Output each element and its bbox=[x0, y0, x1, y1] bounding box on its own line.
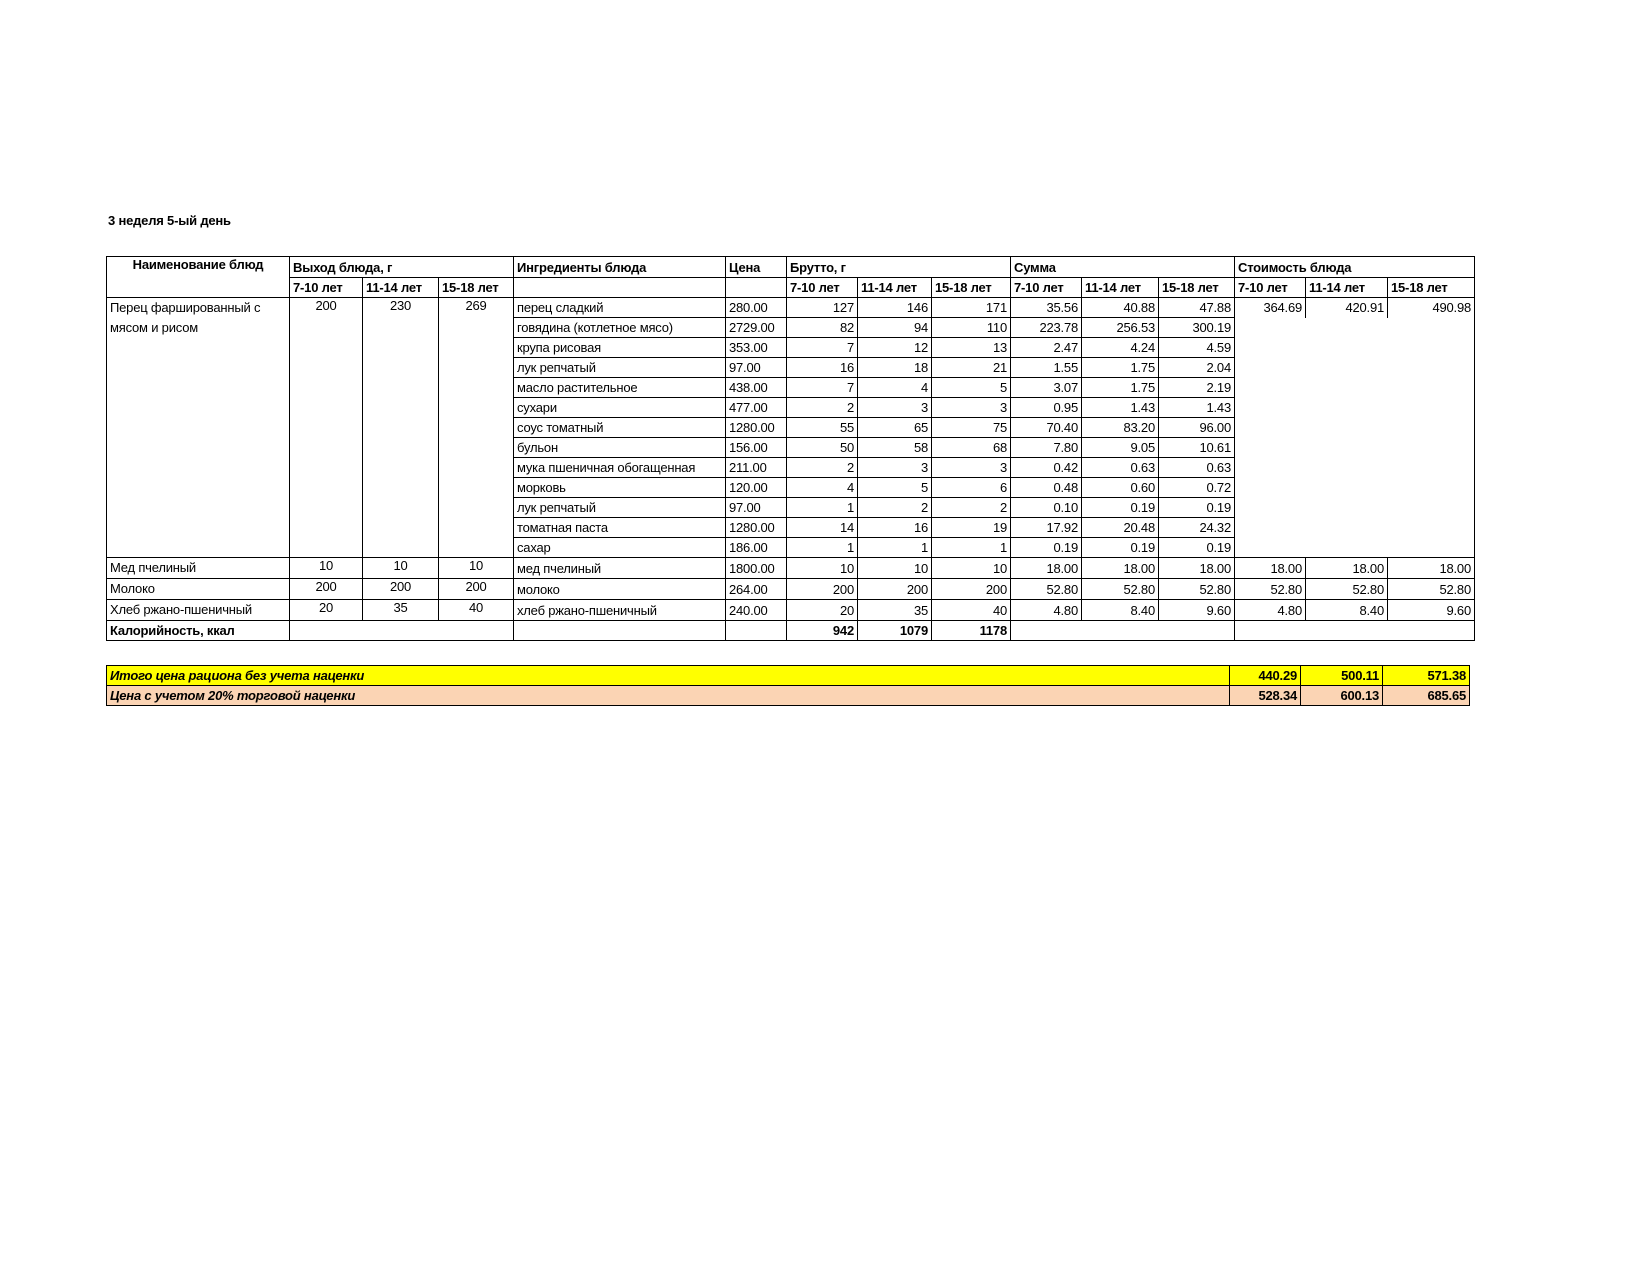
brutto-value: 21 bbox=[932, 358, 1011, 378]
sum-value: 0.19 bbox=[1011, 538, 1082, 558]
dish-cost: 18.00 bbox=[1388, 558, 1475, 579]
brutto-value: 2 bbox=[787, 398, 858, 418]
table-row bbox=[107, 558, 1475, 579]
sum-value: 0.60 bbox=[1082, 478, 1159, 498]
sum-value: 2.04 bbox=[1159, 358, 1235, 378]
dish-yield: 10 bbox=[363, 558, 439, 579]
total-value: 500.11 bbox=[1301, 666, 1383, 686]
sum-value: 3.07 bbox=[1011, 378, 1082, 398]
sum-value: 35.56 bbox=[1011, 298, 1082, 318]
ingredient-price: 438.00 bbox=[726, 378, 787, 398]
total-value: 685.65 bbox=[1383, 686, 1470, 706]
sum-value: 18.00 bbox=[1159, 558, 1235, 579]
header-age: 11-14 лет bbox=[363, 278, 439, 298]
dish-yield: 10 bbox=[290, 558, 363, 579]
ingredient-price: 240.00 bbox=[726, 600, 787, 621]
brutto-value: 6 bbox=[932, 478, 1011, 498]
ingredient-price: 280.00 bbox=[726, 298, 787, 318]
sum-value: 0.42 bbox=[1011, 458, 1082, 478]
sum-value: 24.32 bbox=[1159, 518, 1235, 538]
sum-value: 18.00 bbox=[1082, 558, 1159, 579]
brutto-value: 1 bbox=[858, 538, 932, 558]
sum-value: 10.61 bbox=[1159, 438, 1235, 458]
dish-name: Молоко bbox=[107, 579, 290, 600]
sum-value: 8.40 bbox=[1082, 600, 1159, 621]
header-sum: Сумма bbox=[1011, 257, 1235, 278]
brutto-value: 1 bbox=[932, 538, 1011, 558]
brutto-value: 58 bbox=[858, 438, 932, 458]
sum-value: 0.63 bbox=[1082, 458, 1159, 478]
ingredient-name: лук репчатый bbox=[514, 358, 726, 378]
brutto-value: 5 bbox=[858, 478, 932, 498]
ingredient-name: молоко bbox=[514, 579, 726, 600]
sum-value: 1.43 bbox=[1159, 398, 1235, 418]
ingredient-price: 353.00 bbox=[726, 338, 787, 358]
brutto-value: 65 bbox=[858, 418, 932, 438]
header-age-row bbox=[107, 278, 1475, 298]
ingredient-name: крупа рисовая bbox=[514, 338, 726, 358]
blank-cell bbox=[290, 621, 514, 641]
sum-value: 0.19 bbox=[1159, 498, 1235, 518]
dish-yield: 200 bbox=[439, 579, 514, 600]
dish-yield: 10 bbox=[439, 558, 514, 579]
brutto-value: 10 bbox=[932, 558, 1011, 579]
ingredient-name: хлеб ржано-пшеничный bbox=[514, 600, 726, 621]
brutto-value: 40 bbox=[932, 600, 1011, 621]
sum-value: 52.80 bbox=[1082, 579, 1159, 600]
brutto-value: 18 bbox=[858, 358, 932, 378]
sum-value: 52.80 bbox=[1011, 579, 1082, 600]
total-label: Итого цена рациона без учета наценки bbox=[107, 666, 1230, 686]
sum-value: 1.75 bbox=[1082, 378, 1159, 398]
brutto-value: 3 bbox=[932, 398, 1011, 418]
ingredient-price: 1280.00 bbox=[726, 418, 787, 438]
ingredient-price: 211.00 bbox=[726, 458, 787, 478]
menu-table bbox=[106, 256, 1475, 641]
header-age: 15-18 лет bbox=[1388, 278, 1475, 298]
header-blank bbox=[726, 278, 787, 298]
brutto-value: 19 bbox=[932, 518, 1011, 538]
sum-value: 96.00 bbox=[1159, 418, 1235, 438]
ingredient-price: 1280.00 bbox=[726, 518, 787, 538]
total-value: 571.38 bbox=[1383, 666, 1470, 686]
sum-value: 1.75 bbox=[1082, 358, 1159, 378]
header-brutto: Брутто, г bbox=[787, 257, 1011, 278]
sum-value: 83.20 bbox=[1082, 418, 1159, 438]
brutto-value: 10 bbox=[787, 558, 858, 579]
brutto-value: 55 bbox=[787, 418, 858, 438]
blank-cell bbox=[514, 621, 726, 641]
sum-value: 9.05 bbox=[1082, 438, 1159, 458]
brutto-value: 127 bbox=[787, 298, 858, 318]
brutto-value: 10 bbox=[858, 558, 932, 579]
brutto-value: 94 bbox=[858, 318, 932, 338]
sum-value: 0.19 bbox=[1082, 498, 1159, 518]
brutto-value: 16 bbox=[787, 358, 858, 378]
sum-value: 0.48 bbox=[1011, 478, 1082, 498]
calories-value: 942 bbox=[787, 621, 858, 641]
sum-value: 0.72 bbox=[1159, 478, 1235, 498]
dish-cost: 18.00 bbox=[1306, 558, 1388, 579]
sum-value: 0.63 bbox=[1159, 458, 1235, 478]
brutto-value: 1 bbox=[787, 498, 858, 518]
ingredient-name: лук репчатый bbox=[514, 498, 726, 518]
header-blank bbox=[514, 278, 726, 298]
calories-value: 1178 bbox=[932, 621, 1011, 641]
ingredient-price: 97.00 bbox=[726, 358, 787, 378]
dish-name: Перец фаршированный с мясом и рисом bbox=[107, 298, 290, 558]
brutto-value: 1 bbox=[787, 538, 858, 558]
ingredient-name: перец сладкий bbox=[514, 298, 726, 318]
dish-name: Хлеб ржано-пшеничный bbox=[107, 600, 290, 621]
dish-cost: 9.60 bbox=[1388, 600, 1475, 621]
brutto-value: 3 bbox=[858, 458, 932, 478]
cost-blank bbox=[1235, 318, 1475, 558]
sum-value: 0.95 bbox=[1011, 398, 1082, 418]
ingredient-price: 264.00 bbox=[726, 579, 787, 600]
header-cost: Стоимость блюда bbox=[1235, 257, 1475, 278]
dish-cost: 8.40 bbox=[1306, 600, 1388, 621]
total-row bbox=[107, 666, 1470, 686]
brutto-value: 200 bbox=[858, 579, 932, 600]
ingredient-name: морковь bbox=[514, 478, 726, 498]
dish-yield: 35 bbox=[363, 600, 439, 621]
sum-value: 223.78 bbox=[1011, 318, 1082, 338]
dish-cost: 4.80 bbox=[1235, 600, 1306, 621]
sum-value: 0.19 bbox=[1082, 538, 1159, 558]
totals-table bbox=[106, 665, 1470, 706]
ingredient-name: бульон bbox=[514, 438, 726, 458]
total-value: 600.13 bbox=[1301, 686, 1383, 706]
brutto-value: 2 bbox=[858, 498, 932, 518]
sum-value: 1.43 bbox=[1082, 398, 1159, 418]
ingredient-name: сухари bbox=[514, 398, 726, 418]
ingredient-price: 120.00 bbox=[726, 478, 787, 498]
brutto-value: 50 bbox=[787, 438, 858, 458]
blank-cell bbox=[1011, 621, 1235, 641]
calories-value: 1079 bbox=[858, 621, 932, 641]
dish-yield: 40 bbox=[439, 600, 514, 621]
brutto-value: 200 bbox=[787, 579, 858, 600]
header-dish: Наименование блюд bbox=[107, 257, 290, 298]
dish-cost: 52.80 bbox=[1306, 579, 1388, 600]
table-row bbox=[107, 579, 1475, 600]
calories-label: Калорийность, ккал bbox=[107, 621, 290, 641]
brutto-value: 35 bbox=[858, 600, 932, 621]
brutto-value: 75 bbox=[932, 418, 1011, 438]
ingredient-price: 156.00 bbox=[726, 438, 787, 458]
sum-value: 1.55 bbox=[1011, 358, 1082, 378]
dish-yield: 200 bbox=[290, 579, 363, 600]
dish-cost: 490.98 bbox=[1388, 298, 1475, 318]
ingredient-name: мука пшеничная обогащенная bbox=[514, 458, 726, 478]
header-age: 15-18 лет bbox=[439, 278, 514, 298]
sum-value: 7.80 bbox=[1011, 438, 1082, 458]
brutto-value: 12 bbox=[858, 338, 932, 358]
sum-value: 2.47 bbox=[1011, 338, 1082, 358]
brutto-value: 4 bbox=[858, 378, 932, 398]
brutto-value: 13 bbox=[932, 338, 1011, 358]
ingredient-price: 477.00 bbox=[726, 398, 787, 418]
brutto-value: 16 bbox=[858, 518, 932, 538]
ingredient-price: 186.00 bbox=[726, 538, 787, 558]
blank-cell bbox=[1235, 621, 1475, 641]
sum-value: 256.53 bbox=[1082, 318, 1159, 338]
table-row bbox=[107, 298, 1475, 318]
page-title: 3 неделя 5-ый день bbox=[108, 213, 231, 228]
dish-name: Мед пчелиный bbox=[107, 558, 290, 579]
ingredient-price: 97.00 bbox=[726, 498, 787, 518]
header-price: Цена bbox=[726, 257, 787, 278]
ingredient-name: говядина (котлетное мясо) bbox=[514, 318, 726, 338]
sum-value: 70.40 bbox=[1011, 418, 1082, 438]
header-ingredients: Ингредиенты блюда bbox=[514, 257, 726, 278]
sum-value: 2.19 bbox=[1159, 378, 1235, 398]
header-yield: Выход блюда, г bbox=[290, 257, 514, 278]
sum-value: 18.00 bbox=[1011, 558, 1082, 579]
brutto-value: 20 bbox=[787, 600, 858, 621]
sum-value: 17.92 bbox=[1011, 518, 1082, 538]
sum-value: 4.59 bbox=[1159, 338, 1235, 358]
header-age: 15-18 лет bbox=[1159, 278, 1235, 298]
ingredient-name: мед пчелиный bbox=[514, 558, 726, 579]
total-value: 528.34 bbox=[1230, 686, 1301, 706]
sum-value: 0.19 bbox=[1159, 538, 1235, 558]
brutto-value: 2 bbox=[932, 498, 1011, 518]
sum-value: 300.19 bbox=[1159, 318, 1235, 338]
header-age: 7-10 лет bbox=[1235, 278, 1306, 298]
sum-value: 52.80 bbox=[1159, 579, 1235, 600]
ingredient-name: томатная паста bbox=[514, 518, 726, 538]
dish-cost: 364.69 bbox=[1235, 298, 1306, 318]
sum-value: 20.48 bbox=[1082, 518, 1159, 538]
sum-value: 4.80 bbox=[1011, 600, 1082, 621]
dish-cost: 18.00 bbox=[1235, 558, 1306, 579]
brutto-value: 7 bbox=[787, 338, 858, 358]
total-value: 440.29 bbox=[1230, 666, 1301, 686]
ingredient-name: соус томатный bbox=[514, 418, 726, 438]
blank-cell bbox=[726, 621, 787, 641]
sum-value: 40.88 bbox=[1082, 298, 1159, 318]
brutto-value: 3 bbox=[932, 458, 1011, 478]
dish-cost: 52.80 bbox=[1388, 579, 1475, 600]
brutto-value: 146 bbox=[858, 298, 932, 318]
brutto-value: 7 bbox=[787, 378, 858, 398]
total-markup-row bbox=[107, 686, 1470, 706]
header-age: 7-10 лет bbox=[1011, 278, 1082, 298]
ingredient-name: сахар bbox=[514, 538, 726, 558]
brutto-value: 5 bbox=[932, 378, 1011, 398]
table-row bbox=[107, 600, 1475, 621]
dish-yield: 269 bbox=[439, 298, 514, 558]
brutto-value: 2 bbox=[787, 458, 858, 478]
dish-cost: 420.91 bbox=[1306, 298, 1388, 318]
ingredient-price: 1800.00 bbox=[726, 558, 787, 579]
sum-value: 47.88 bbox=[1159, 298, 1235, 318]
brutto-value: 110 bbox=[932, 318, 1011, 338]
dish-yield: 200 bbox=[290, 298, 363, 558]
calories-row bbox=[107, 621, 1475, 641]
total-label: Цена с учетом 20% торговой наценки bbox=[107, 686, 1230, 706]
dish-yield: 200 bbox=[363, 579, 439, 600]
sum-value: 4.24 bbox=[1082, 338, 1159, 358]
dish-yield: 230 bbox=[363, 298, 439, 558]
sum-value: 0.10 bbox=[1011, 498, 1082, 518]
header-age: 11-14 лет bbox=[1082, 278, 1159, 298]
ingredient-price: 2729.00 bbox=[726, 318, 787, 338]
dish-cost: 52.80 bbox=[1235, 579, 1306, 600]
header-age: 11-14 лет bbox=[1306, 278, 1388, 298]
brutto-value: 14 bbox=[787, 518, 858, 538]
header-age: 7-10 лет bbox=[787, 278, 858, 298]
brutto-value: 200 bbox=[932, 579, 1011, 600]
header-age: 7-10 лет bbox=[290, 278, 363, 298]
brutto-value: 4 bbox=[787, 478, 858, 498]
dish-yield: 20 bbox=[290, 600, 363, 621]
header-age: 15-18 лет bbox=[932, 278, 1011, 298]
header-row bbox=[107, 257, 1475, 278]
ingredient-name: масло растительное bbox=[514, 378, 726, 398]
header-age: 11-14 лет bbox=[858, 278, 932, 298]
brutto-value: 82 bbox=[787, 318, 858, 338]
brutto-value: 171 bbox=[932, 298, 1011, 318]
sum-value: 9.60 bbox=[1159, 600, 1235, 621]
brutto-value: 68 bbox=[932, 438, 1011, 458]
brutto-value: 3 bbox=[858, 398, 932, 418]
